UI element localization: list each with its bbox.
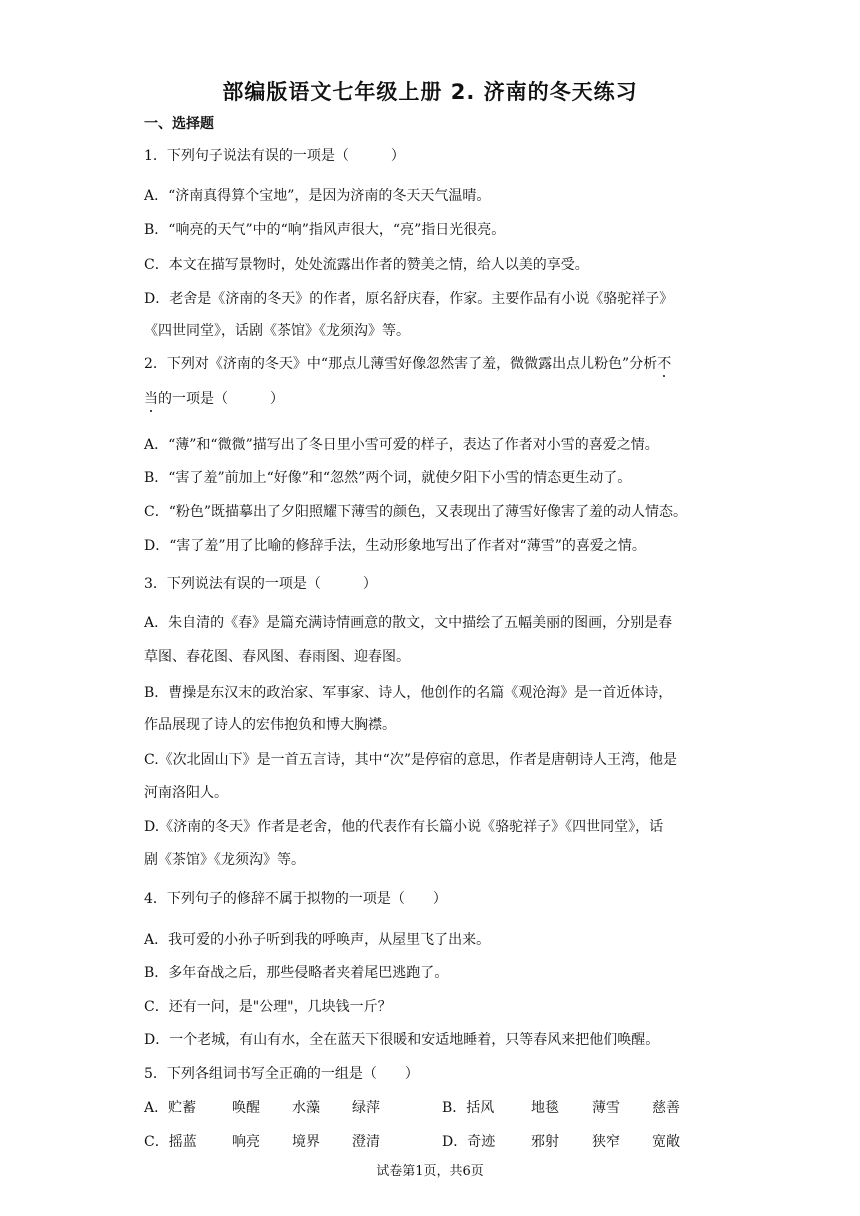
question-3-option-d-cont: 剧《茶馆》《龙须沟》等。: [144, 852, 305, 868]
question-3-stem: 3．下列说法有误的一项是（ ）: [144, 576, 377, 592]
question-4-option-b: B．多年奋战之后，那些侵略者夹着尾巴逃跑了。: [144, 965, 449, 981]
question-4-option-d: D．一个老城，有山有水，全在蓝天下很暖和安适地睡着，只等春风来把他们唤醒。: [144, 1032, 660, 1048]
question-3-option-a: A．朱自清的《春》是篇充满诗情画意的散文，文中描绘了五幅美丽的图画，分别是春: [144, 615, 673, 631]
question-4-option-a: A．我可爱的小孙子听到我的呼唤声，从屋里飞了出来。: [144, 932, 491, 948]
option-c-word-1: C．摇蓝: [144, 1134, 197, 1150]
section-heading: 一、选择题: [144, 116, 214, 132]
question-1-option-d-cont: 《四世同堂》，话剧《茶馆》《龙须沟》等。: [144, 323, 410, 339]
question-2-option-b: B．“害了羞”前加上“好像”和“忽然”两个词，就使夕阳下小雪的情态更生动了。: [144, 470, 632, 486]
question-3-option-b: B．曹操是东汉末的政治家、军事家、诗人，他创作的名篇《观沧海》是一首近体诗，: [144, 685, 673, 701]
question-3-option-c: C.《次北固山下》是一首五言诗，其中“次”是停宿的意思，作者是唐朝诗人王湾，他是: [144, 752, 677, 768]
question-1-option-a: A．“济南真得算个宝地”，是因为济南的冬天天气温晴。: [144, 188, 491, 204]
option-a-word-1: A．贮蓄: [144, 1100, 197, 1116]
option-a-word-3: 水藻: [292, 1100, 320, 1116]
question-1-option-c: C．本文在描写景物时，处处流露出作者的赞美之情，给人以美的享受。: [144, 257, 589, 273]
option-d-word-4: 宽敞: [652, 1134, 680, 1150]
option-b-word-1: B．括风: [442, 1100, 495, 1116]
question-1-option-b: B．“响亮的天气”中的“响”指风声很大，“亮”指日光很亮。: [144, 222, 506, 238]
option-b-word-2: 地毯: [531, 1100, 559, 1116]
question-2-stem: [144, 355, 671, 373]
question-3-option-c-cont: 河南洛阳人。: [144, 785, 228, 801]
question-4-option-c: C．还有一问，是"公理"，几块钱一斤？: [144, 999, 392, 1015]
question-2-stem-part: 的一项是（ ）: [158, 391, 284, 407]
question-1-option-d: D．老舍是《济南的冬天》的作者，原名舒庆春，作家。主要作品有小说《骆驼祥子》: [144, 291, 674, 307]
question-2-option-c: C．“粉色”既描摹出了夕阳照耀下薄雪的颜色，又表现出了薄雪好像害了羞的动人情态。: [144, 504, 688, 520]
option-c-word-4: 澄清: [352, 1134, 380, 1150]
question-1-stem: 1．下列句子说法有误的一项是（ ）: [144, 148, 405, 164]
option-a-word-4: 绿萍: [352, 1100, 380, 1116]
question-2-stem-cont: [144, 390, 284, 408]
option-d-word-1: D．奇迹: [442, 1134, 496, 1150]
question-2-option-a: A．“薄”和“微微”描写出了冬日里小雪可爱的样子，表达了作者对小雪的喜爱之情。: [144, 437, 659, 453]
question-5-stem: 5．下列各组词书写全正确的一组是（ ）: [144, 1066, 419, 1082]
option-c-word-3: 境界: [292, 1134, 320, 1150]
question-3-option-a-cont: 草图、春花图、春风图、春雨图、迎春图。: [144, 649, 410, 665]
question-3-option-d: D.《济南的冬天》作者是老舍，他的代表作有长篇小说《骆驼祥子》《四世同堂》，话: [144, 819, 664, 835]
emphasis-char: 不: [657, 356, 672, 372]
question-3-option-b-cont: 作品展现了诗人的宏伟抱负和博大胸襟。: [144, 717, 396, 733]
emphasis-char: 当: [144, 391, 158, 407]
question-4-stem: 4．下列句子的修辞不属于拟物的一项是（ ）: [144, 891, 447, 907]
option-c-word-2: 响亮: [232, 1134, 260, 1150]
option-a-word-2: 唤醒: [232, 1100, 260, 1116]
question-2-stem-part: 2．下列对《济南的冬天》中“那点儿薄雪好像忽然害了羞，微微露出点儿粉色”分析: [144, 356, 658, 372]
option-d-word-2: 邪射: [531, 1134, 559, 1150]
question-2-option-d: D．“害了羞”用了比喻的修辞手法，生动形象地写出了作者对“薄雪”的喜爱之情。: [144, 538, 646, 554]
page-footer: 试卷第1页，共6页: [376, 1164, 484, 1179]
option-b-word-3: 薄雪: [592, 1100, 620, 1116]
option-d-word-3: 狭窄: [592, 1134, 620, 1150]
option-b-word-4: 慈善: [652, 1100, 680, 1116]
page-title: 部编版语文七年级上册 2. 济南的冬天练习: [222, 80, 638, 104]
